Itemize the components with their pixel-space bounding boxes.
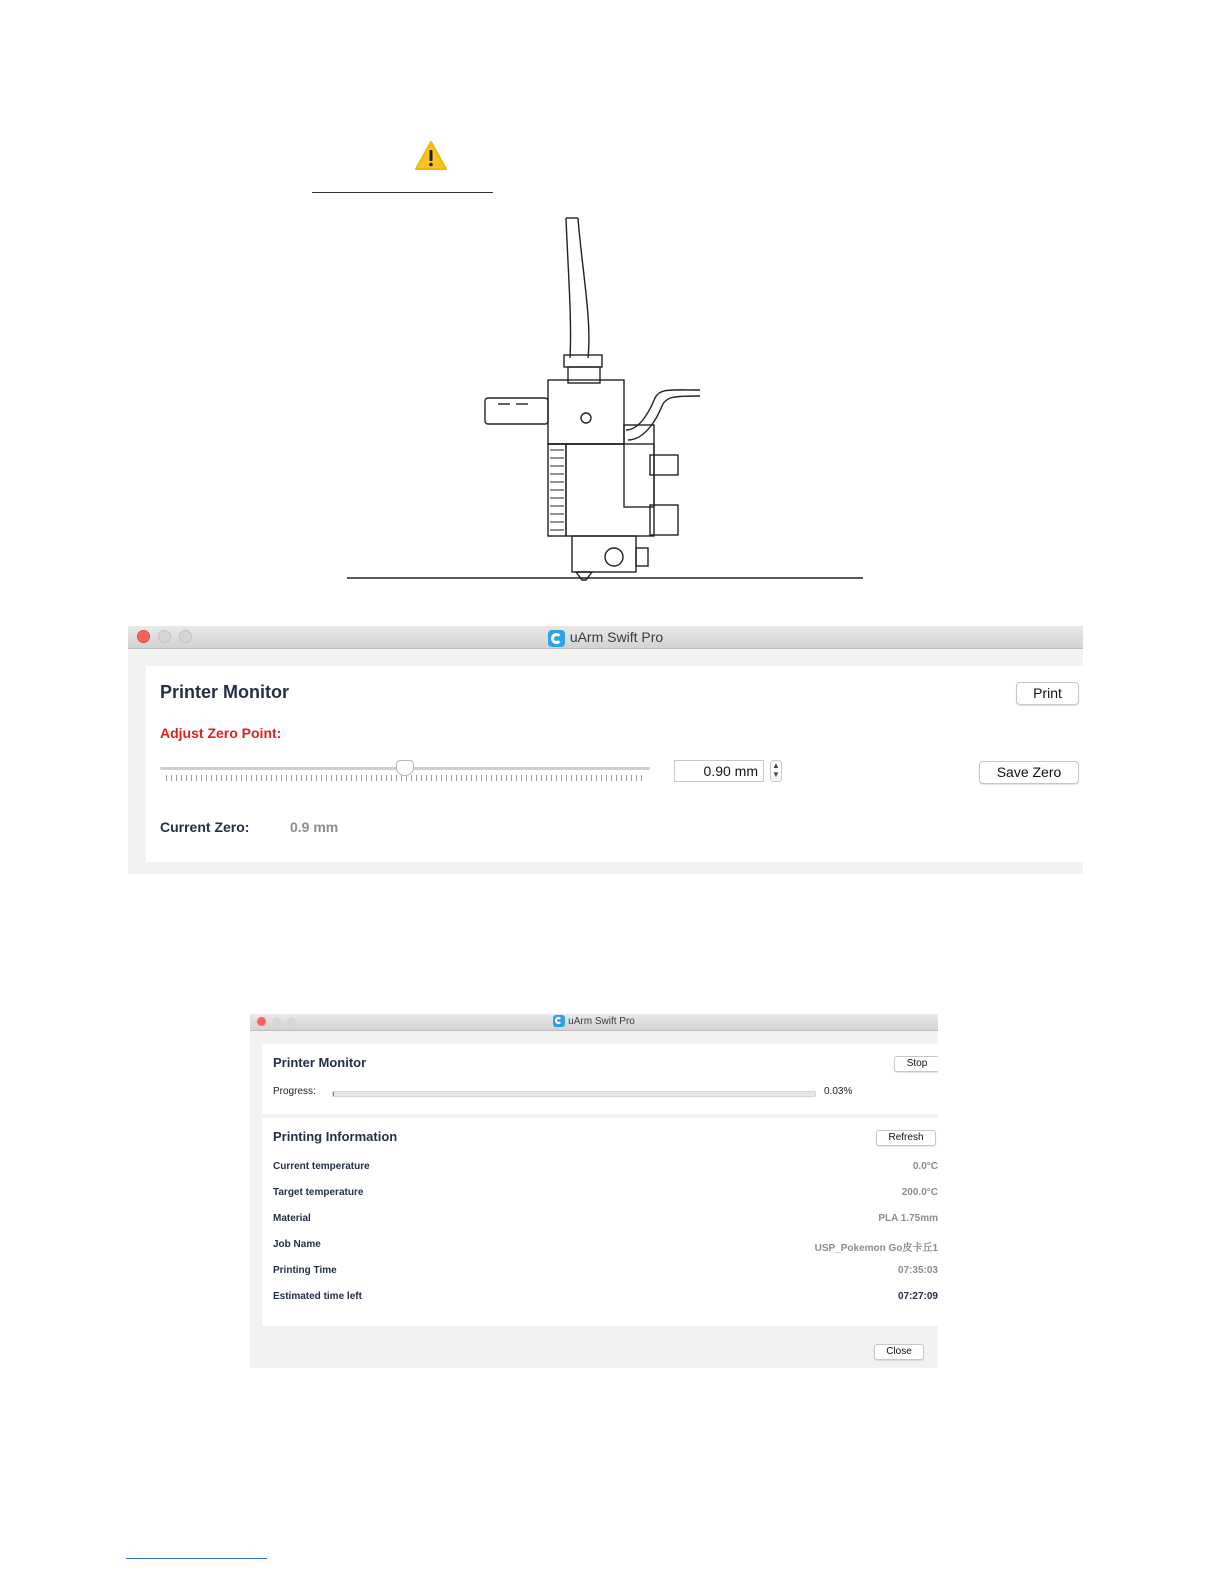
window-title-text: uArm Swift Pro: [568, 1016, 635, 1027]
zero-point-slider[interactable]: [160, 760, 650, 788]
info-row-material: [273, 1213, 938, 1229]
slider-thumb[interactable]: [396, 760, 414, 776]
printer-monitor-window-zero: [128, 626, 1083, 874]
window-title: [128, 627, 1083, 647]
nozzle-illustration: [340, 210, 870, 585]
progress-panel: [262, 1044, 938, 1114]
page-title: Printer Monitor: [273, 1055, 367, 1070]
info-key: Job Name: [273, 1239, 321, 1250]
window-title-text: uArm Swift Pro: [569, 629, 664, 645]
info-row-current-temperature: [273, 1161, 938, 1177]
current-zero-value: 0.9 mm: [290, 819, 339, 835]
info-value: 07:35:03: [897, 1265, 938, 1276]
info-value: USP_Pokemon Go皮卡丘1: [814, 1243, 938, 1254]
info-row-job-name: [273, 1239, 938, 1255]
printing-info-title: Printing Information: [273, 1129, 398, 1144]
progress-bar: [332, 1091, 816, 1097]
print-button[interactable]: Print: [1016, 682, 1079, 705]
zero-value-input[interactable]: 0.90 mm: [674, 760, 764, 782]
window-title: [250, 1014, 938, 1030]
window-titlebar[interactable]: [128, 626, 1083, 649]
progress-value: 0.03%: [824, 1086, 853, 1097]
footnote-separator: [126, 1558, 267, 1559]
info-key: Printing Time: [273, 1265, 337, 1276]
close-button[interactable]: Close: [874, 1344, 924, 1360]
refresh-button[interactable]: Refresh: [876, 1130, 936, 1146]
info-row-target-temperature: [273, 1187, 938, 1203]
printing-info-panel: [262, 1118, 938, 1326]
warning-underline: [312, 192, 493, 193]
warning-triangle-icon: [414, 140, 448, 172]
info-key: Material: [273, 1213, 311, 1224]
uarm-app-icon: [548, 630, 565, 647]
window-titlebar[interactable]: [250, 1014, 938, 1031]
info-row-estimated-time-left: [273, 1291, 938, 1307]
info-value: 0.0°C: [912, 1161, 938, 1172]
progress-label: Progress:: [273, 1086, 316, 1097]
info-key: Target temperature: [273, 1187, 364, 1198]
info-value: 200.0°C: [901, 1187, 938, 1198]
zero-value-stepper[interactable]: ▲ ▼: [770, 760, 782, 782]
save-zero-button[interactable]: Save Zero: [979, 761, 1079, 784]
uarm-app-icon: [553, 1015, 565, 1027]
info-value: PLA 1.75mm: [878, 1213, 938, 1224]
zero-point-panel: [146, 666, 1083, 862]
printer-monitor-window-progress: [250, 1014, 938, 1368]
page-title: Printer Monitor: [160, 682, 289, 702]
info-key: Estimated time left: [273, 1291, 362, 1302]
info-value: 07:27:09: [897, 1291, 938, 1302]
info-row-printing-time: [273, 1265, 938, 1281]
current-zero-label: Current Zero:: [160, 819, 250, 835]
adjust-zero-label: Adjust Zero Point:: [160, 725, 282, 741]
stop-button[interactable]: Stop: [894, 1056, 938, 1072]
info-key: Current temperature: [273, 1161, 370, 1172]
